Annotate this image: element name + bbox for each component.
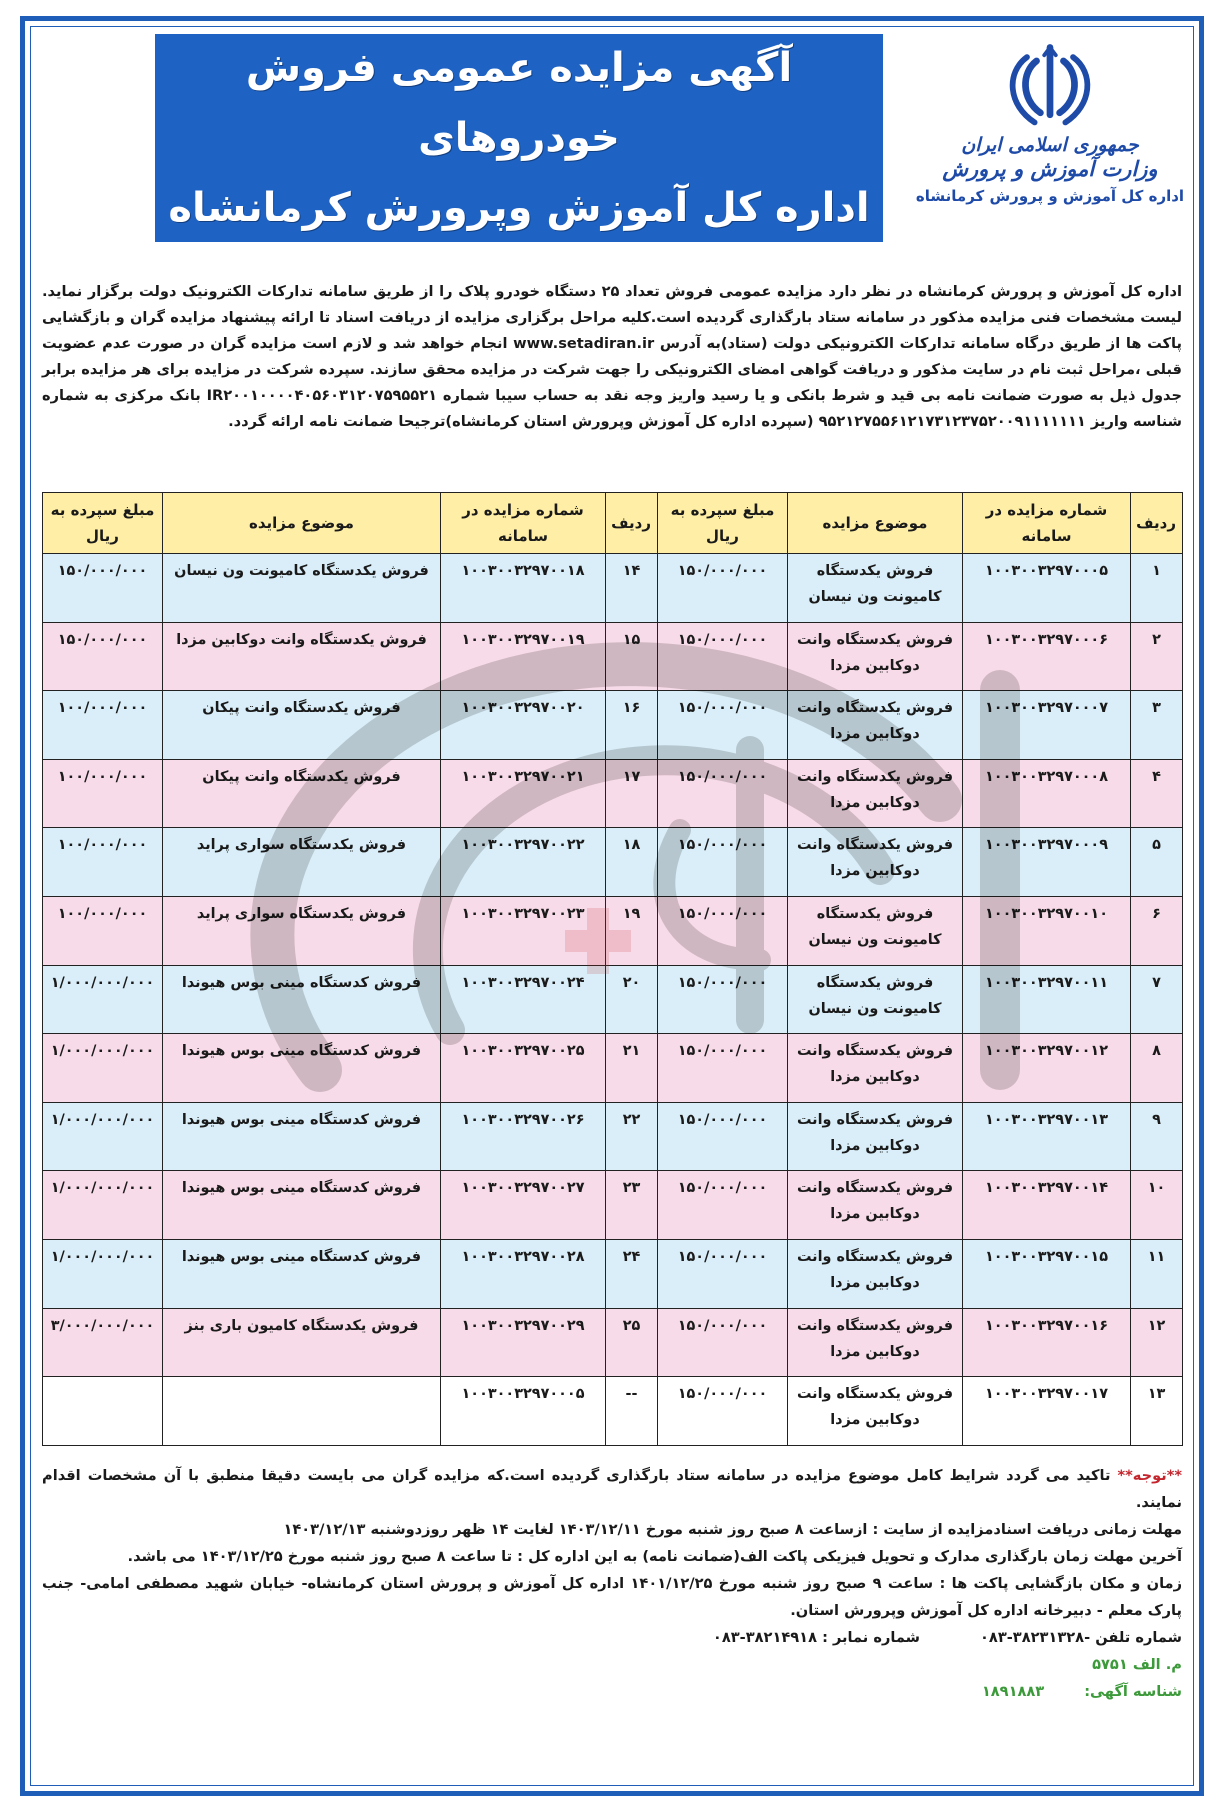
auction-number: ۱۰۰۳۰۰۳۲۹۷۰۰۰۶ [963,622,1131,691]
row-number: ۲۴ [606,1240,658,1309]
auction-number: ۱۰۰۳۰۰۳۲۹۷۰۰۰۸ [963,759,1131,828]
auction-subject: فروش کدستگاه مینی بوس هیوندا [163,965,441,1034]
header-subject: موضوع مزایده [163,493,441,554]
row-number: ۵ [1131,828,1183,897]
deposit-amount: ۱/۰۰۰/۰۰۰/۰۰۰ [43,1034,163,1103]
auction-number: ۱۰۰۳۰۰۳۲۹۷۰۰۲۱ [441,759,606,828]
auction-subject: فروش یکدستگاه وانت دوکابین مزدا [788,1102,963,1171]
row-number: ۷ [1131,965,1183,1034]
table-row [43,965,1183,1034]
auction-subject: فروش یکدستگاه وانت دوکابین مزدا [788,1377,963,1446]
row-number: ۱۵ [606,622,658,691]
auction-subject: فروش یکدستگاه کامیونت ون نیسان [788,554,963,623]
auction-subject: فروش یکدستگاه وانت دوکابین مزدا [788,691,963,760]
auction-subject: فروش کدستگاه مینی بوس هیوندا [163,1034,441,1103]
warning-text: تاکید می گردد شرایط کامل موضوع مزایده در سامانه ستاد بارگذاری گردیده است.که مزایده گران می بایست دقیقا منطبق با آن مشخصات اقدام نمایند. [42,1467,1182,1511]
auction-subject: فروش یکدستگاه وانت دوکابین مزدا [788,828,963,897]
auction-subject: فروش یکدستگاه وانت دوکابین مزدا [788,1308,963,1377]
auction-number: ۱۰۰۳۰۰۳۲۹۷۰۰۱۳ [963,1102,1131,1171]
auction-number: ۱۰۰۳۰۰۳۲۹۷۰۰۱۷ [963,1377,1131,1446]
table-row [43,1171,1183,1240]
auction-number: ۱۰۰۳۰۰۳۲۹۷۰۰۲۴ [441,965,606,1034]
row-number: ۱۸ [606,828,658,897]
header-auction-no: شماره مزایده در سامانه [963,493,1131,554]
title-line-1: آگهی مزایده عمومی فروش خودروهای [245,45,793,161]
row-number: ۱۴ [606,554,658,623]
table-row [43,1102,1183,1171]
auction-number: ۱۰۰۳۰۰۳۲۹۷۰۰۰۷ [963,691,1131,760]
table-row [43,1308,1183,1377]
row-number: ۱۲ [1131,1308,1183,1377]
deposit-amount: ۱۵۰/۰۰۰/۰۰۰ [658,897,788,966]
deposit-amount: ۱۵۰/۰۰۰/۰۰۰ [43,622,163,691]
header-deposit: مبلغ سپرده به ریال [43,493,163,554]
logo-text-republic: جمهوری اسلامی ایران [961,134,1139,156]
deposit-amount: ۱۵۰/۰۰۰/۰۰۰ [658,1034,788,1103]
deposit-amount: ۱/۰۰۰/۰۰۰/۰۰۰ [43,965,163,1034]
warning-label: **توجه** [1117,1467,1182,1484]
auction-subject: فروش یکدستگاه کامیونت ون نیسان [788,965,963,1034]
row-number: ۱ [1131,554,1183,623]
deposit-amount: ۱۵۰/۰۰۰/۰۰۰ [658,759,788,828]
auction-number: ۱۰۰۳۰۰۳۲۹۷۰۰۲۷ [441,1171,606,1240]
deposit-amount: ۱۵۰/۰۰۰/۰۰۰ [658,1240,788,1309]
auction-number: ۱۰۰۳۰۰۳۲۹۷۰۰۱۸ [441,554,606,623]
logo-text-office: اداره کل آموزش و پرورش کرمانشاه [915,187,1185,205]
deposit-amount: ۱۵۰/۰۰۰/۰۰۰ [658,622,788,691]
ad-code: م. الف ۵۷۵۱ [1092,1656,1182,1673]
deposit-amount: ۱/۰۰۰/۰۰۰/۰۰۰ [43,1240,163,1309]
row-number: -- [606,1377,658,1446]
auction-number: ۱۰۰۳۰۰۳۲۹۷۰۰۲۰ [441,691,606,760]
row-number: ۱۱ [1131,1240,1183,1309]
deposit-amount: ۱۵۰/۰۰۰/۰۰۰ [658,1308,788,1377]
warning-note [42,1462,1182,1516]
fax-number: شماره نمابر : ۳۸۲۱۴۹۱۸-۰۸۳ [712,1629,920,1646]
logo-text-ministry: وزارت آموزش و پرورش [942,156,1158,181]
iran-emblem-icon [1002,36,1098,132]
row-number: ۱۷ [606,759,658,828]
auction-number: ۱۰۰۳۰۰۳۲۹۷۰۰۱۴ [963,1171,1131,1240]
deposit-amount: ۱۵۰/۰۰۰/۰۰۰ [658,554,788,623]
auction-subject: فروش یکدستگاه وانت دوکابین مزدا [788,759,963,828]
auction-number: ۱۰۰۳۰۰۳۲۹۷۰۰۱۰ [963,897,1131,966]
auction-number: ۱۰۰۳۰۰۳۲۹۷۰۰۱۲ [963,1034,1131,1103]
deposit-amount: ۱۰۰/۰۰۰/۰۰۰ [43,897,163,966]
auction-number: ۱۰۰۳۰۰۳۲۹۷۰۰۱۹ [441,622,606,691]
row-number: ۹ [1131,1102,1183,1171]
table-row [43,897,1183,966]
row-number: ۱۳ [1131,1377,1183,1446]
header-deposit: مبلغ سپرده به ریال [658,493,788,554]
note-opening-time: زمان و مکان بازگشایی پاکت ها : ساعت ۹ صبح روز شنبه مورخ ۱۴۰۱/۱۲/۲۵ اداره کل آموزش و پرورش استان کرمانشاه- خیابان شهید مصطفی امامی- جنب پارک معلم - دبیرخانه اداره کل آموزش وپرورش استان. [42,1575,1182,1619]
auction-number: ۱۰۰۳۰۰۳۲۹۷۰۰۲۶ [441,1102,606,1171]
deposit-amount: ۱۵۰/۰۰۰/۰۰۰ [658,965,788,1034]
auction-subject: فروش یکدستگاه وانت دوکابین مزدا [788,1034,963,1103]
auction-number: ۱۰۰۳۰۰۳۲۹۷۰۰۲۳ [441,897,606,966]
deposit-amount: ۱۵۰/۰۰۰/۰۰۰ [658,1377,788,1446]
row-number: ۱۶ [606,691,658,760]
row-number: ۱۹ [606,897,658,966]
table-row [43,828,1183,897]
deposit-amount [43,1377,163,1446]
deposit-amount: ۱۰۰/۰۰۰/۰۰۰ [43,828,163,897]
row-number: ۲۵ [606,1308,658,1377]
ad-id-row [42,1678,1182,1705]
auction-number: ۱۰۰۳۰۰۳۲۹۷۰۰۲۹ [441,1308,606,1377]
notes-section [42,1462,1182,1705]
auction-subject: فروش یکدستگاه وانت دوکابین مزدا [163,622,441,691]
table-row [43,1377,1183,1446]
phone-number: شماره تلفن -۳۸۲۳۱۳۲۸-۰۸۳ [980,1629,1182,1646]
title-line-2: اداره کل آموزش وپرورش کرمانشاه [168,185,870,231]
ad-id-label: شناسه آگهی: [1084,1683,1182,1700]
row-number: ۲ [1131,622,1183,691]
row-number: ۸ [1131,1034,1183,1103]
auction-subject: فروش یکدستگاه وانت دوکابین مزدا [788,1171,963,1240]
header-row-no: ردیف [1131,493,1183,554]
deposit-amount: ۱/۰۰۰/۰۰۰/۰۰۰ [43,1171,163,1240]
deposit-amount: ۱۰۰/۰۰۰/۰۰۰ [43,759,163,828]
table-row [43,1034,1183,1103]
table-row [43,554,1183,623]
auction-subject [163,1377,441,1446]
title-banner [155,34,883,242]
auction-number: ۱۰۰۳۰۰۳۲۹۷۰۰۲۵ [441,1034,606,1103]
auction-number: ۱۰۰۳۰۰۳۲۹۷۰۰۲۸ [441,1240,606,1309]
deposit-amount: ۱۵۰/۰۰۰/۰۰۰ [658,1171,788,1240]
auction-subject: فروش یکدستگاه کامیونت ون نیسان [788,897,963,966]
ad-id-value: ۱۸۹۱۸۸۳ [981,1683,1045,1700]
auction-number: ۱۰۰۳۰۰۳۲۹۷۰۰۰۹ [963,828,1131,897]
deposit-amount: ۳/۰۰۰/۰۰۰/۰۰۰ [43,1308,163,1377]
note-document-deadline: مهلت زمانی دریافت اسنادمزایده از سایت : ازساعت ۸ صبح روز شنبه مورخ ۱۴۰۳/۱۲/۱۱ لغایت ۱۴ ظهر روزدوشنبه ۱۴۰۳/۱۲/۱۳ [283,1521,1182,1538]
auction-subject: فروش یکدستگاه سواری پراید [163,828,441,897]
auction-number: ۱۰۰۳۰۰۳۲۹۷۰۰۰۵ [441,1377,606,1446]
contact-row [42,1624,1182,1651]
auction-subject: فروش کدستگاه مینی بوس هیوندا [163,1171,441,1240]
header-row-no: ردیف [606,493,658,554]
deposit-amount: ۱۵۰/۰۰۰/۰۰۰ [658,691,788,760]
row-number: ۴ [1131,759,1183,828]
deposit-amount: ۱۵۰/۰۰۰/۰۰۰ [658,828,788,897]
table-row [43,1240,1183,1309]
auction-subject: فروش یکدستگاه سواری پراید [163,897,441,966]
deposit-amount: ۱۰۰/۰۰۰/۰۰۰ [43,691,163,760]
table-row [43,691,1183,760]
row-number: ۲۲ [606,1102,658,1171]
note-submission-deadline: آخرین مهلت زمان بارگذاری مدارک و تحویل فیزیکی پاکت الف(ضمانت نامه) به این اداره کل : تا ساعت ۸ صبح روز شنبه مورخ ۱۴۰۳/۱۲/۲۵ می باشد. [127,1548,1182,1565]
header-subject: موضوع مزایده [788,493,963,554]
auction-number: ۱۰۰۳۰۰۳۲۹۷۰۰۱۵ [963,1240,1131,1309]
row-number: ۳ [1131,691,1183,760]
row-number: ۶ [1131,897,1183,966]
auction-subject: فروش یکدستگاه وانت پیکان [163,759,441,828]
row-number: ۲۳ [606,1171,658,1240]
deposit-amount: ۱/۰۰۰/۰۰۰/۰۰۰ [43,1102,163,1171]
auction-subject: فروش یکدستگاه وانت دوکابین مزدا [788,1240,963,1309]
row-number: ۲۱ [606,1034,658,1103]
auction-number: ۱۰۰۳۰۰۳۲۹۷۰۰۲۲ [441,828,606,897]
deposit-amount: ۱۵۰/۰۰۰/۰۰۰ [658,1102,788,1171]
header-auction-no: شماره مزایده در سامانه [441,493,606,554]
auction-subject: فروش یکدستگاه کامیونت ون نیسان [163,554,441,623]
table-row [43,759,1183,828]
auction-subject: فروش کدستگاه مینی بوس هیوندا [163,1102,441,1171]
auction-subject: فروش یکدستگاه کامیون باری بنز [163,1308,441,1377]
auction-number: ۱۰۰۳۰۰۳۲۹۷۰۰۱۶ [963,1308,1131,1377]
auction-table [42,492,1183,1446]
deposit-amount: ۱۵۰/۰۰۰/۰۰۰ [43,554,163,623]
auction-subject: فروش یکدستگاه وانت دوکابین مزدا [788,622,963,691]
table-header-row [43,493,1183,554]
auction-subject: فروش کدستگاه مینی بوس هیوندا [163,1240,441,1309]
intro-paragraph: اداره کل آموزش و پرورش کرمانشاه در نظر دارد مزایده عمومی فروش تعداد ۲۵ دستگاه خودرو پلاک را از طریق سامانه تدارکات الکترونیک دولت برگزار نماید. لیست مشخصات فنی مزایده مذکور در سامانه ستاد بارگذاری گردیده است.کلیه مراحل برگزاری مزایده از دریافت اسناد تا ارائه پیشنهاد مزایده گران و بازگشایی پاکت ها از طریق درگاه سامانه تدارکات الکترونیکی دولت (ستاد)به آدرس www.setadiran.ir انجام خواهد شد و لازم است مزایده گران در صورت عدم عضویت قبلی ،مراحل ثبت نام در سایت مذکور و دریافت گواهی امضای الکترونیکی را جهت شرکت در مزایده محقق سازند. سپرده شرکت در مزایده برای هر مزایده برابر جدول ذیل به صورت ضمانت نامه بی قید و شرط بانکی و یا رسید واریز وجه نقد به حساب سیبا شماره IR۲۰۰۱۰۰۰۰۴۰۵۶۰۳۱۲۰۷۵۹۵۵۲۱ بانک مرکزی به شماره شناسه واریز ۹۵۲۱۲۷۵۵۶۱۲۱۷۳۱۲۳۷۵۲۰۰۹۱۱۱۱۱۱۱ (سپرده اداره کل آموزش وپرورش استان کرمانشاه)ترجیحا ضمانت نامه ارائه گردد. [42,283,1182,430]
auction-subject: فروش یکدستگاه وانت پیکان [163,691,441,760]
row-number: ۲۰ [606,965,658,1034]
table-row [43,622,1183,691]
auction-number: ۱۰۰۳۰۰۳۲۹۷۰۰۱۱ [963,965,1131,1034]
auction-number: ۱۰۰۳۰۰۳۲۹۷۰۰۰۵ [963,554,1131,623]
row-number: ۱۰ [1131,1171,1183,1240]
ministry-logo [910,34,1190,249]
